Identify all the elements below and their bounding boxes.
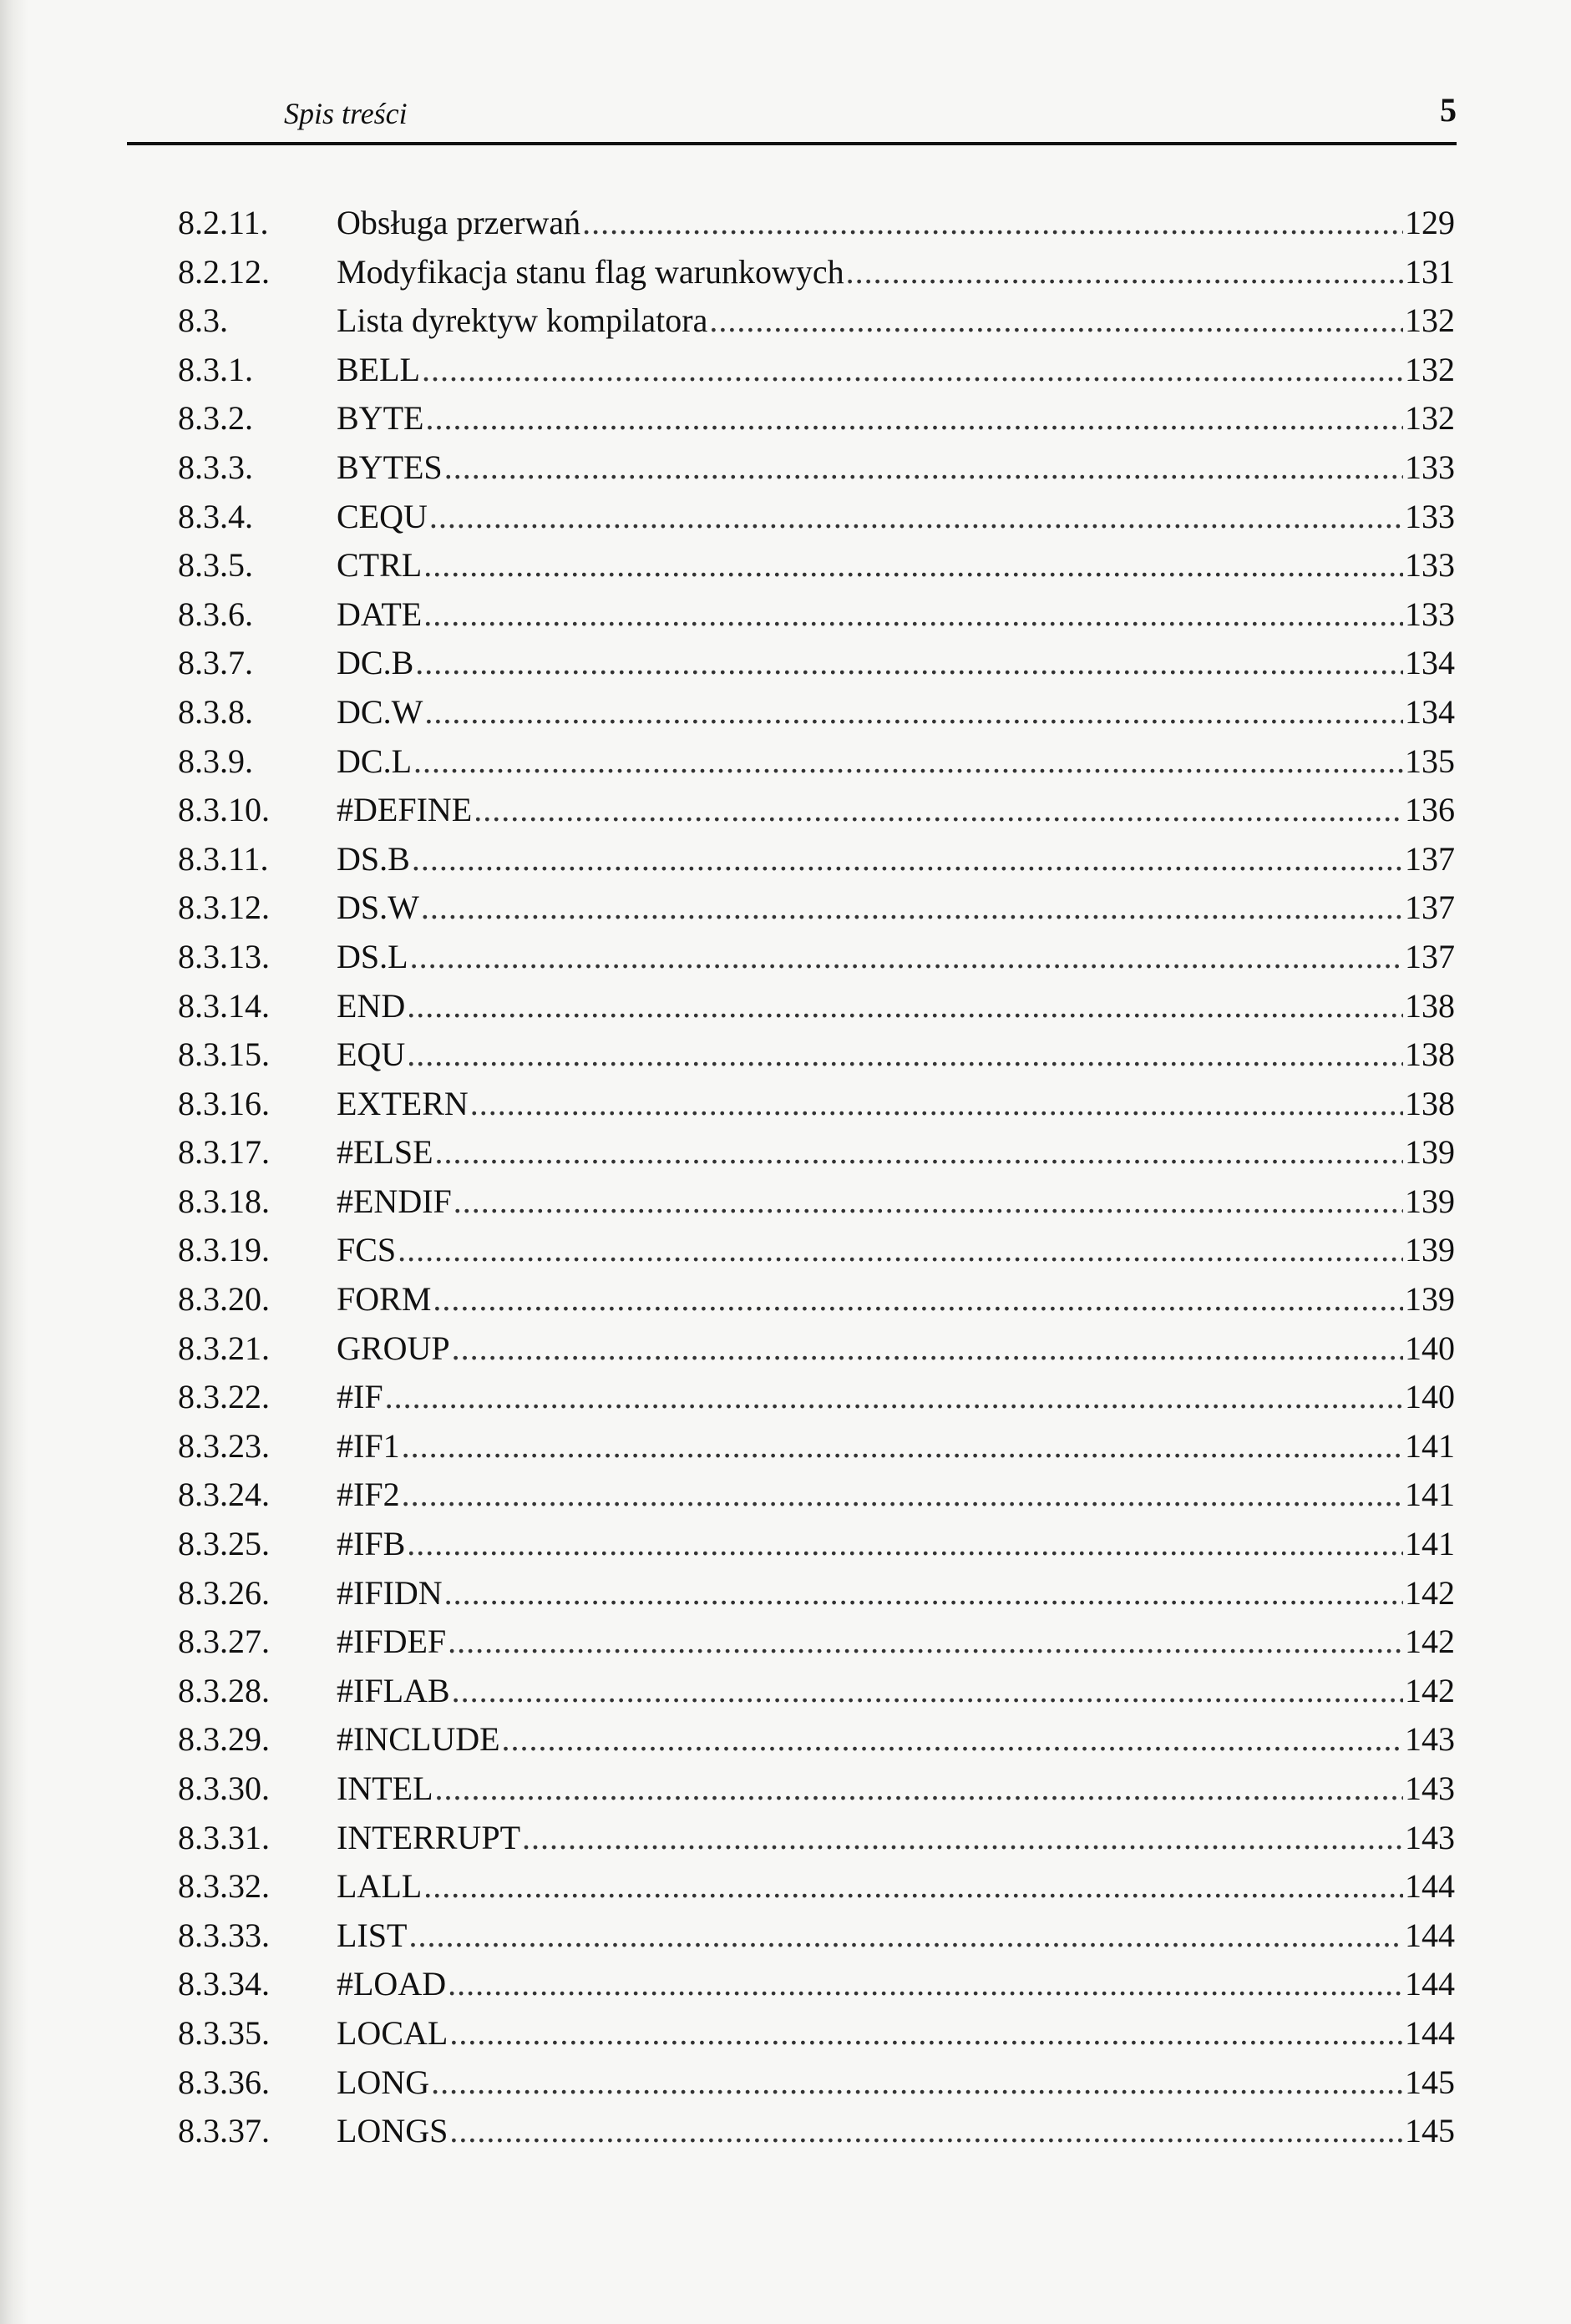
toc-entry-page: 133 — [1405, 595, 1455, 633]
toc-dot-leader — [402, 1471, 1403, 1519]
toc-entry-number: 8.3.2. — [178, 399, 253, 438]
toc-entry-title: GROUP — [337, 1329, 450, 1367]
toc-entry-page: 132 — [1405, 350, 1455, 388]
toc-entry-page: 135 — [1405, 742, 1455, 780]
toc-entry — [178, 1324, 1455, 1374]
toc-entry-title: #IFIDN — [337, 1573, 443, 1612]
page-number: 5 — [1440, 91, 1457, 129]
toc-entry-page: 137 — [1405, 937, 1455, 975]
toc-dot-leader — [582, 199, 1403, 247]
toc-entry-title: #IFDEF — [337, 1623, 447, 1661]
toc-entry-number: 8.3.33. — [178, 1916, 270, 1954]
toc-entry-page: 137 — [1405, 839, 1455, 878]
toc-dot-leader — [423, 590, 1403, 639]
toc-entry-page: 142 — [1405, 1573, 1455, 1612]
toc-entry-title: #IF2 — [337, 1476, 400, 1514]
toc-entry — [178, 1471, 1455, 1520]
toc-dot-leader — [425, 394, 1403, 443]
toc-entry-title: #IFLAB — [337, 1671, 450, 1709]
toc-entry — [178, 2058, 1455, 2108]
toc-entry-number: 8.3.13. — [178, 937, 270, 975]
toc-entry-page: 139 — [1405, 1231, 1455, 1269]
toc-dot-leader — [435, 1128, 1403, 1177]
toc-entry-number: 8.3.18. — [178, 1182, 270, 1220]
toc-entry — [178, 688, 1455, 737]
running-head-title: Spis treści — [284, 97, 408, 130]
toc-entry-title: DS.B — [337, 839, 410, 878]
table-of-contents — [178, 199, 1455, 2156]
toc-entry-page: 133 — [1405, 497, 1455, 535]
toc-entry-title: #ENDIF — [337, 1182, 452, 1220]
toc-entry — [178, 541, 1455, 590]
toc-entry-number: 8.3.24. — [178, 1476, 270, 1514]
toc-entry-page: 144 — [1405, 1965, 1455, 2003]
toc-entry-page: 144 — [1405, 2013, 1455, 2052]
toc-entry-page: 139 — [1405, 1182, 1455, 1220]
toc-dot-leader — [452, 1667, 1403, 1715]
toc-entry — [178, 1422, 1455, 1471]
toc-dot-leader — [415, 639, 1403, 687]
toc-entry-page: 143 — [1405, 1770, 1455, 1807]
toc-dot-leader — [435, 1765, 1403, 1813]
toc-dot-leader — [454, 1177, 1403, 1226]
toc-entry-number: 8.3.21. — [178, 1329, 270, 1367]
toc-entry-page: 143 — [1405, 1720, 1455, 1759]
scan-edge-shadow — [0, 0, 28, 2324]
toc-entry-title: LIST — [337, 1916, 408, 1954]
toc-entry-title: #IF — [337, 1378, 383, 1416]
toc-entry-title: CTRL — [337, 546, 423, 585]
toc-entry-number: 8.3.32. — [178, 1867, 270, 1906]
toc-entry-title: DS.L — [337, 937, 408, 975]
toc-entry-page: 134 — [1405, 692, 1455, 731]
toc-entry-title: LOCAL — [337, 2013, 448, 2052]
toc-dot-leader — [423, 541, 1403, 590]
toc-entry-number: 8.3.17. — [178, 1133, 270, 1172]
toc-entry — [178, 199, 1455, 248]
toc-entry-page: 144 — [1405, 1867, 1455, 1906]
toc-dot-leader — [413, 737, 1403, 786]
toc-entry — [178, 884, 1455, 933]
toc-dot-leader — [449, 2107, 1403, 2155]
toc-entry — [178, 1618, 1455, 1667]
toc-dot-leader — [448, 1960, 1403, 2008]
toc-entry-title: Lista dyrektyw kompilatora — [337, 301, 708, 340]
toc-entry — [178, 1030, 1455, 1080]
toc-entry-number: 8.3.15. — [178, 1035, 270, 1074]
toc-entry-page: 144 — [1405, 1916, 1455, 1954]
toc-entry-page: 142 — [1405, 1623, 1455, 1661]
toc-dot-leader — [846, 248, 1403, 296]
toc-entry-number: 8.3.7. — [178, 644, 253, 682]
toc-entry-page: 141 — [1405, 1426, 1455, 1465]
toc-entry — [178, 835, 1455, 884]
toc-entry-page: 138 — [1405, 986, 1455, 1025]
toc-entry-title: EQU — [337, 1035, 406, 1074]
toc-entry-number: 8.3.14. — [178, 986, 270, 1025]
toc-entry-title: #DEFINE — [337, 791, 473, 829]
toc-entry-title: DS.W — [337, 889, 419, 927]
toc-entry — [178, 394, 1455, 443]
toc-entry-page: 143 — [1405, 1818, 1455, 1856]
toc-entry-page: 132 — [1405, 399, 1455, 438]
toc-entry-title: INTEL — [337, 1770, 433, 1807]
toc-entry — [178, 1765, 1455, 1814]
toc-entry-number: 8.3.37. — [178, 2112, 270, 2150]
toc-entry-number: 8.3. — [178, 301, 228, 340]
header-rule — [127, 142, 1457, 145]
toc-entry-number: 8.3.30. — [178, 1770, 270, 1807]
toc-entry-number: 8.3.19. — [178, 1231, 270, 1269]
toc-dot-leader — [421, 884, 1403, 932]
toc-dot-leader — [412, 835, 1403, 884]
toc-entry-title: INTERRUPT — [337, 1818, 520, 1856]
toc-entry — [178, 1080, 1455, 1129]
toc-entry-page: 140 — [1405, 1378, 1455, 1416]
toc-dot-leader — [424, 688, 1403, 737]
toc-entry-number: 8.3.12. — [178, 889, 270, 927]
toc-dot-leader — [398, 1226, 1403, 1274]
toc-entry — [178, 1373, 1455, 1422]
toc-entry-number: 8.3.34. — [178, 1965, 270, 2003]
toc-dot-leader — [431, 2058, 1403, 2107]
toc-entry — [178, 296, 1455, 346]
toc-entry-title: DATE — [337, 595, 423, 633]
toc-entry-number: 8.3.28. — [178, 1671, 270, 1709]
toc-entry-number: 8.3.1. — [178, 350, 253, 388]
page-header — [127, 87, 1457, 145]
toc-entry-title: LONGS — [337, 2112, 448, 2150]
toc-dot-leader — [407, 1030, 1403, 1079]
toc-dot-leader — [470, 1080, 1403, 1128]
toc-entry-title: FORM — [337, 1280, 432, 1319]
toc-entry-number: 8.2.12. — [178, 252, 270, 291]
toc-entry — [178, 1128, 1455, 1177]
toc-entry-title: LALL — [337, 1867, 423, 1906]
toc-entry — [178, 1911, 1455, 1961]
toc-entry-number: 8.3.27. — [178, 1623, 270, 1661]
toc-entry-title: END — [337, 986, 406, 1025]
toc-entry-number: 8.3.10. — [178, 791, 270, 829]
toc-entry-page: 139 — [1405, 1280, 1455, 1319]
toc-dot-leader — [408, 1911, 1403, 1960]
toc-entry-number: 8.3.22. — [178, 1378, 270, 1416]
toc-entry — [178, 493, 1455, 542]
toc-dot-leader — [422, 346, 1403, 394]
toc-entry-page: 138 — [1405, 1084, 1455, 1122]
toc-entry — [178, 248, 1455, 297]
toc-entry-title: CEQU — [337, 497, 428, 535]
toc-dot-leader — [452, 1324, 1403, 1373]
toc-entry-number: 8.3.5. — [178, 546, 253, 585]
toc-entry-number: 8.3.4. — [178, 497, 253, 535]
toc-dot-leader — [444, 443, 1403, 492]
toc-entry-title: Modyfikacja stanu flag warunkowych — [337, 252, 844, 291]
toc-entry-title: EXTERN — [337, 1084, 469, 1122]
toc-dot-leader — [402, 1422, 1403, 1471]
toc-entry-title: #IFB — [337, 1525, 406, 1563]
toc-entry-number: 8.3.8. — [178, 692, 253, 731]
toc-entry-page: 129 — [1405, 204, 1455, 241]
toc-entry-page: 134 — [1405, 644, 1455, 682]
toc-entry — [178, 1715, 1455, 1765]
toc-entry-number: 8.3.16. — [178, 1084, 270, 1122]
toc-entry-page: 145 — [1405, 2063, 1455, 2101]
toc-dot-leader — [410, 933, 1403, 981]
toc-dot-leader — [522, 1814, 1403, 1862]
toc-dot-leader — [407, 1520, 1403, 1568]
toc-entry-page: 138 — [1405, 1035, 1455, 1074]
toc-dot-leader — [444, 1569, 1403, 1618]
toc-entry — [178, 1569, 1455, 1618]
toc-entry-number: 8.3.9. — [178, 742, 253, 780]
toc-dot-leader — [474, 786, 1403, 834]
toc-entry — [178, 933, 1455, 982]
toc-entry-number: 8.3.35. — [178, 2013, 270, 2052]
toc-entry-title: #ELSE — [337, 1133, 433, 1172]
toc-entry — [178, 737, 1455, 787]
toc-entry — [178, 1814, 1455, 1863]
toc-entry-number: 8.3.29. — [178, 1720, 270, 1759]
toc-entry — [178, 1960, 1455, 2009]
toc-entry-number: 8.3.3. — [178, 448, 253, 486]
toc-entry-title: #IF1 — [337, 1426, 400, 1465]
toc-entry — [178, 639, 1455, 688]
toc-entry-title: BYTES — [337, 448, 443, 486]
toc-entry — [178, 1177, 1455, 1227]
toc-entry-page: 140 — [1405, 1329, 1455, 1367]
toc-entry-title: Obsługa przerwań — [337, 204, 581, 241]
toc-dot-leader — [423, 1862, 1403, 1911]
toc-entry-title: #INCLUDE — [337, 1720, 500, 1759]
toc-entry-title: #LOAD — [337, 1965, 447, 2003]
toc-dot-leader — [502, 1715, 1403, 1764]
toc-entry-number: 8.3.25. — [178, 1525, 270, 1563]
toc-entry-page: 145 — [1405, 2112, 1455, 2150]
toc-entry-number: 8.3.26. — [178, 1573, 270, 1612]
toc-entry — [178, 1275, 1455, 1324]
toc-dot-leader — [709, 296, 1403, 345]
toc-entry-number: 8.3.6. — [178, 595, 253, 633]
toc-entry — [178, 1667, 1455, 1716]
toc-dot-leader — [449, 2009, 1403, 2058]
toc-entry — [178, 1226, 1455, 1275]
toc-dot-leader — [385, 1373, 1403, 1421]
toc-entry-page: 131 — [1405, 252, 1455, 291]
toc-entry-number: 8.3.23. — [178, 1426, 270, 1465]
toc-entry-page: 136 — [1405, 791, 1455, 829]
toc-entry — [178, 1520, 1455, 1569]
toc-entry — [178, 590, 1455, 640]
toc-entry-title: LONG — [337, 2063, 430, 2101]
toc-dot-leader — [429, 493, 1403, 541]
toc-entry-page: 133 — [1405, 546, 1455, 585]
toc-entry-page: 139 — [1405, 1133, 1455, 1172]
toc-dot-leader — [448, 1618, 1403, 1666]
toc-entry-number: 8.3.36. — [178, 2063, 270, 2101]
toc-entry-title: DC.B — [337, 644, 414, 682]
toc-dot-leader — [407, 982, 1403, 1030]
toc-entry-page: 141 — [1405, 1525, 1455, 1563]
toc-entry — [178, 786, 1455, 835]
toc-entry-title: DC.W — [337, 692, 423, 731]
toc-entry — [178, 346, 1455, 395]
toc-entry — [178, 1862, 1455, 1911]
toc-entry — [178, 2009, 1455, 2058]
toc-entry-page: 141 — [1405, 1476, 1455, 1514]
toc-entry-page: 137 — [1405, 889, 1455, 927]
toc-entry-title: BYTE — [337, 399, 424, 438]
toc-entry-number: 8.3.31. — [178, 1818, 270, 1856]
toc-entry-page: 132 — [1405, 301, 1455, 340]
toc-entry — [178, 443, 1455, 493]
toc-entry-page: 133 — [1405, 448, 1455, 486]
toc-entry-number: 8.3.11. — [178, 839, 269, 878]
toc-entry — [178, 2107, 1455, 2156]
toc-entry-title: FCS — [337, 1231, 397, 1269]
toc-entry-title: DC.L — [337, 742, 412, 780]
toc-entry-title: BELL — [337, 350, 420, 388]
toc-entry-number: 8.2.11. — [178, 204, 269, 241]
toc-entry — [178, 982, 1455, 1031]
toc-dot-leader — [433, 1275, 1403, 1324]
toc-entry-page: 142 — [1405, 1671, 1455, 1709]
toc-entry-number: 8.3.20. — [178, 1280, 270, 1319]
